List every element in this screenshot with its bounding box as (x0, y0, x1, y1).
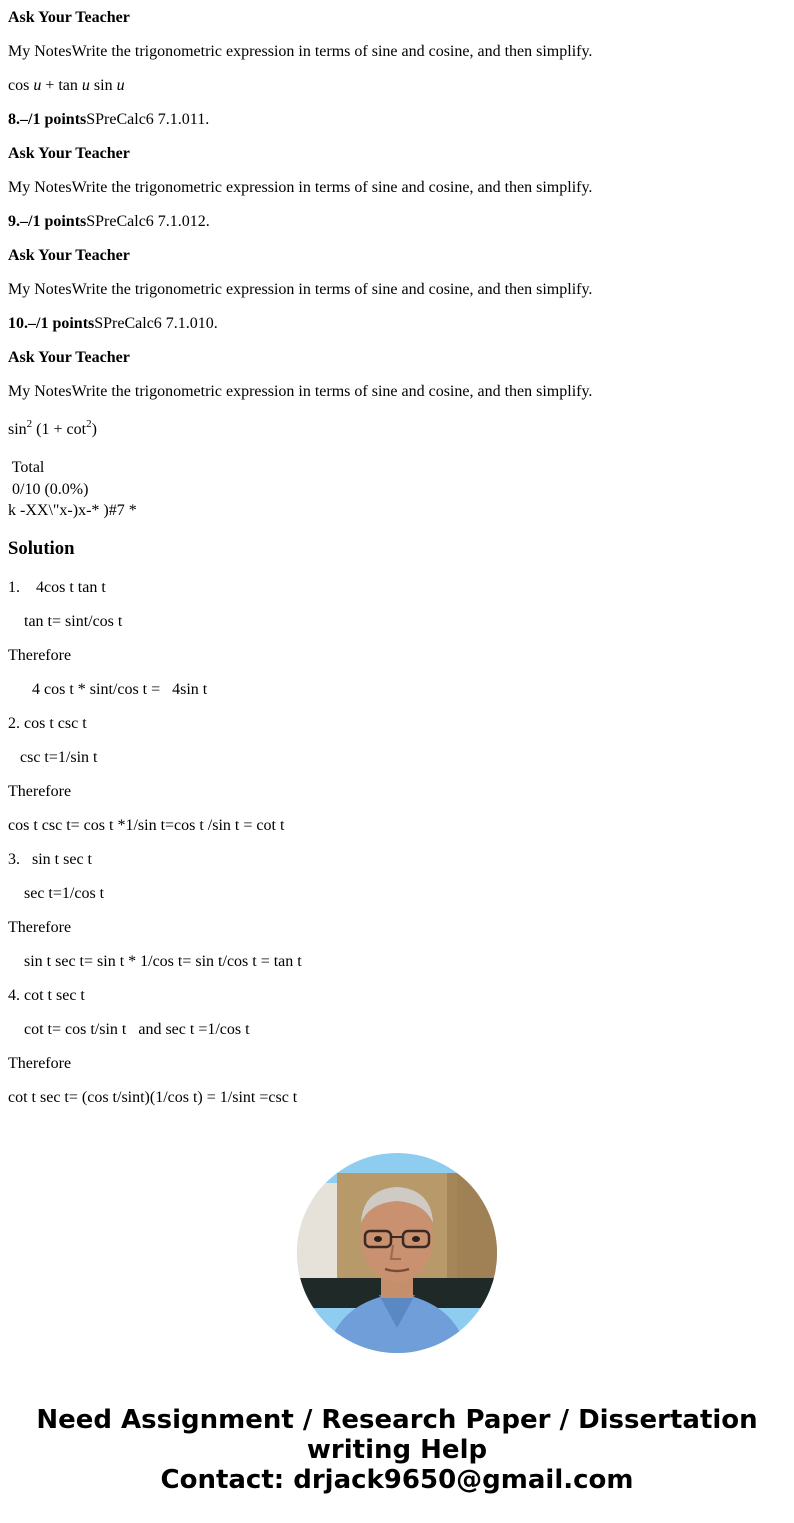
solution-line: cos t csc t= cos t *1/sin t=cos t /sin t = cot t (8, 817, 285, 834)
solution-line: 4 cos t * sint/cos t = 4sin t (8, 681, 208, 698)
footer-line-1: Need Assignment / Research Paper / Dissertation (36, 1405, 758, 1435)
solution-line: 2. cos t csc t (8, 715, 87, 732)
my-notes-link[interactable]: My Notes (8, 43, 72, 60)
footer-line-2: writing Help (306, 1435, 488, 1465)
math-expression (8, 417, 97, 440)
author-avatar (297, 1153, 497, 1353)
question-instruction (8, 178, 592, 198)
person-photo-icon (297, 1153, 497, 1353)
solution-line: Therefore (8, 919, 72, 936)
question-points: 8.–/1 points (8, 111, 87, 128)
solution-line: cot t sec t= (cos t/sint)(1/cos t) = 1/sint =csc t (8, 1089, 298, 1106)
ask-teacher-link[interactable]: Ask Your Teacher (8, 9, 130, 26)
instruction-text: Write the trigonometric expression in terms of sine and cosine, and then simplify. (71, 383, 593, 400)
question-points: 9.–/1 points (8, 213, 87, 230)
question-instruction (8, 280, 592, 300)
solution-line: sin t sec t= sin t * 1/cos t= sin t/cos t = tan t (8, 953, 302, 970)
my-notes-link[interactable]: My Notes (8, 281, 72, 298)
question-source: SPreCalc6 7.1.011. (86, 111, 210, 128)
expr-var: u (33, 77, 42, 94)
solution-line: 3. sin t sec t (8, 851, 92, 868)
ask-teacher-link[interactable]: Ask Your Teacher (8, 349, 130, 366)
question-points: 10.–/1 points (8, 315, 95, 332)
instruction-text: Write the trigonometric expression in terms of sine and cosine, and then simplify. (71, 281, 593, 298)
solution-heading: Solution (8, 538, 75, 559)
question-instruction (8, 42, 592, 62)
footer-contact: Contact: drjack9650@gmail.com (160, 1465, 634, 1495)
solution-line: csc t=1/sin t (8, 749, 98, 766)
solution-line: Therefore (8, 1055, 72, 1072)
total-label: Total (8, 459, 45, 476)
solution-line: Therefore (8, 647, 72, 664)
solution-line: 4. cot t sec t (8, 987, 85, 1004)
expr-part: (1 + cot (32, 421, 87, 438)
my-notes-link[interactable]: My Notes (8, 383, 72, 400)
garbled-text: k -XX\"x-)x-* )#7 * (8, 502, 137, 519)
ask-teacher-link[interactable]: Ask Your Teacher (8, 145, 130, 162)
total-score: 0/10 (0.0%) (8, 481, 89, 498)
instruction-text: Write the trigonometric expression in terms of sine and cosine, and then simplify. (71, 43, 593, 60)
question-source: SPreCalc6 7.1.010. (94, 315, 218, 332)
solution-line: Therefore (8, 783, 72, 800)
expr-exponent: 2 (26, 417, 33, 430)
solution-line: sec t=1/cos t (8, 885, 105, 902)
question-instruction (8, 382, 592, 402)
expr-part: sin (8, 421, 27, 438)
question-source: SPreCalc6 7.1.012. (86, 213, 210, 230)
expr-part: + tan (41, 77, 82, 94)
ask-teacher-link[interactable]: Ask Your Teacher (8, 247, 130, 264)
solution-line: cot t= cos t/sin t and sec t =1/cos t (8, 1021, 250, 1038)
question-header (8, 212, 210, 232)
instruction-text: Write the trigonometric expression in terms of sine and cosine, and then simplify. (71, 179, 593, 196)
expr-part: cos (8, 77, 34, 94)
solution-line: 1. 4cos t tan t (8, 579, 106, 596)
question-header (8, 110, 209, 130)
my-notes-link[interactable]: My Notes (8, 179, 72, 196)
question-header (8, 314, 218, 334)
expr-var: u (81, 77, 90, 94)
math-expression (8, 76, 125, 96)
expr-exponent: 2 (86, 417, 92, 430)
expr-var: u (116, 77, 125, 94)
expr-part: sin (89, 77, 117, 94)
solution-line: tan t= sint/cos t (8, 613, 123, 630)
expr-part: ) (91, 421, 97, 438)
